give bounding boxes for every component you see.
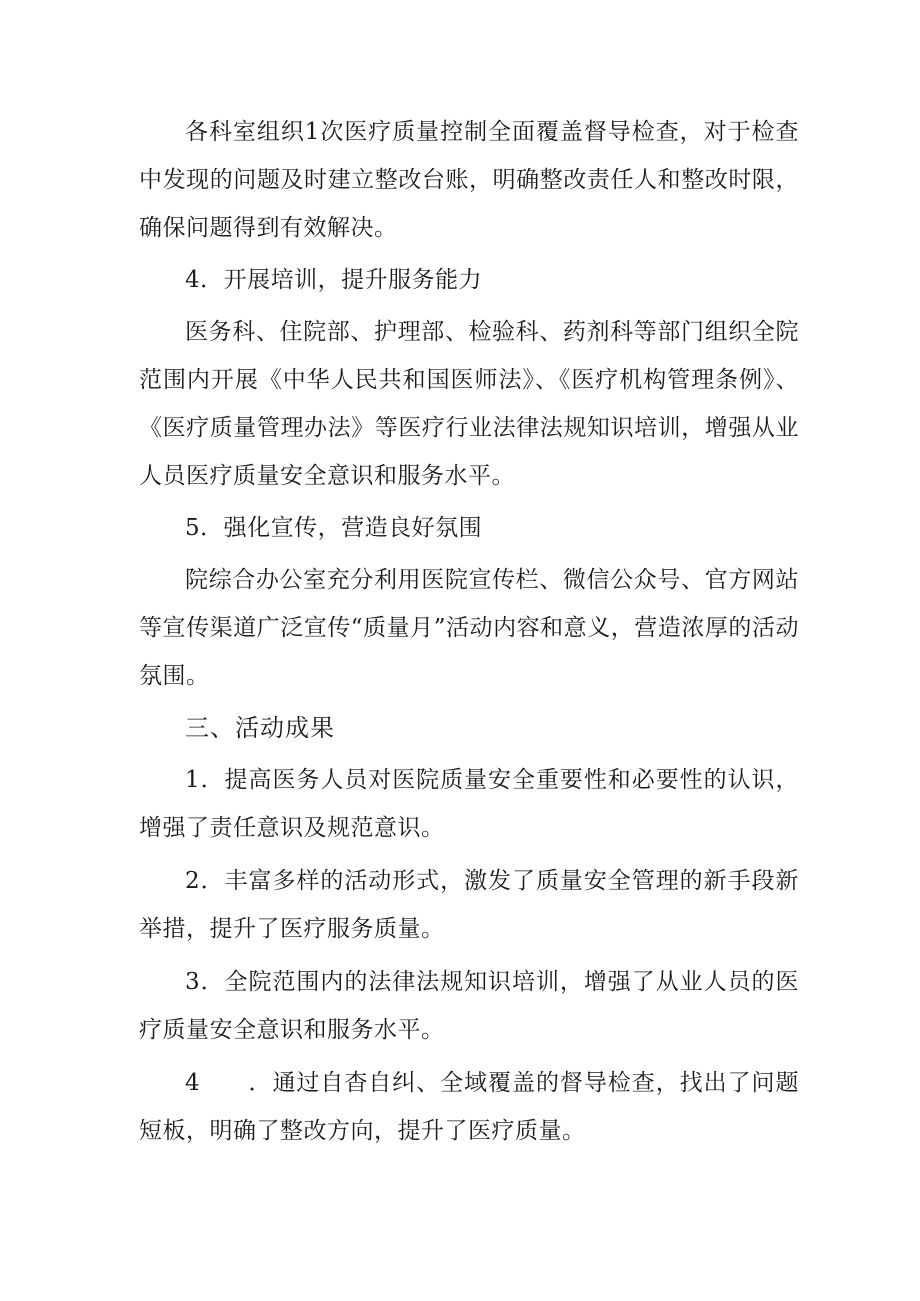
paragraph-inspection: 各科室组织1次医疗质量控制全面覆盖督导检查，对于检查中发现的问题及时建立整改台账，明确整改责任人和整改时限，确保问题得到有效解决。 bbox=[139, 119, 799, 241]
section-heading-results: 三、活动成果 bbox=[185, 714, 335, 742]
paragraph-publicity: 院综合办公室充分利用医院宣传栏、微信公众号、官方网站等宣传渠道广泛宣传“质量月”活动内容和意义，营造浓厚的活动氛围。 bbox=[139, 567, 799, 689]
subheading-publicity: 5．强化宣传，营造良好氛围 bbox=[185, 515, 483, 541]
subheading-training: 4．开展培训，提升服务能力 bbox=[185, 267, 483, 293]
result-item-1: 1．提高医务人员对医院质量安全重要性和必要性的认识，增强了责任意识及规范意识。 bbox=[139, 767, 799, 841]
result-item-3: 3．全院范围内的法律法规知识培训，增强了从业人员的医疗质量安全意识和服务水平。 bbox=[139, 969, 799, 1043]
document-page bbox=[139, 108, 799, 1155]
result-item-4: 4 ．通过自杳自纠、全域覆盖的督导检查，找出了问题短板，明确了整改方向，提升了医疗质量。 bbox=[139, 1070, 799, 1144]
paragraph-training: 医务科、住院部、护理部、检验科、药剂科等部门组织全院范围内开展《中华人民共和国医师法》、《医疗机构管理条例》、《医疗质量管理办法》等医疗行业法律法规知识培训，增强从业人员医疗质量安全意识和服务水平。 bbox=[139, 319, 799, 489]
result-item-2: 2．丰富多样的活动形式，激发了质量安全管理的新手段新举措，提升了医疗服务质量。 bbox=[139, 868, 799, 942]
